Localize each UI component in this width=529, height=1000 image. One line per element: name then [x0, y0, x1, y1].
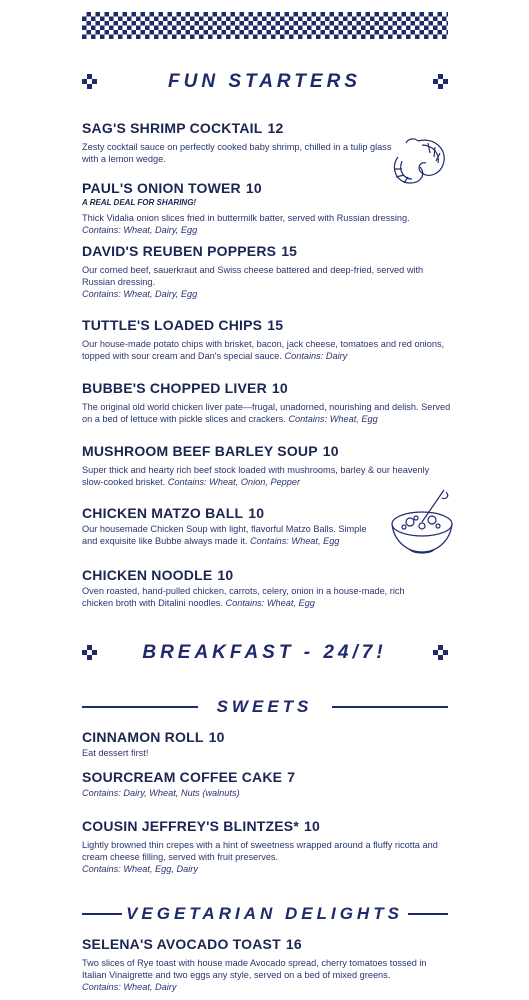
menu-item-matzo-ball: CHICKEN MATZO BALL 10 Our housemade Chicken Soup with light, flavorful Matzo Balls. Simple and exquisite like Bubbe always made it. Contains: Wheat, Egg [82, 505, 367, 546]
menu-item-reuben-poppers: DAVID'S REUBEN POPPERS 15 Our corned beef, sauerkraut and Swiss cheese battered and deep-fried, served with Russian dressing. Contains: Wheat, Dairy, Egg [82, 243, 424, 299]
menu-item-mushroom-soup: MUSHROOM BEEF BARLEY SOUP 10 Super thick and hearty rich beef stock loaded with mushrooms, barley & our heavenly slow-cooked brisket. Contains: Wheat, Onion, Pepper [82, 443, 430, 487]
divider-line [408, 913, 448, 915]
menu-item-chopped-liver: BUBBE'S CHOPPED LIVER 10 The original old world chicken liver pate—frugal, unadorned, nourishing and delish. Served on a bed of lettuce with pickle slices and crackers. Contains: Wheat, Egg [82, 380, 451, 424]
menu-item-shrimp-cocktail: SAG'S SHRIMP COCKTAIL 12 Zesty cocktail sauce on perfectly cooked baby shrimp, chilled in a tulip glass with a lemon wedge. [82, 120, 392, 164]
section-title-fun-starters: FUN STARTERS [168, 71, 361, 92]
menu-item-chicken-noodle: CHICKEN NOODLE 10 Oven roasted, hand-pulled chicken, carrots, celery, onion in a house-made, rich chicken broth with Ditalini noodles. Contains: Wheat, Egg [82, 567, 405, 608]
section-title-breakfast: BREAKFAST - 24/7! [142, 642, 387, 663]
section-title-sweets: SWEETS [216, 697, 313, 716]
soup-bowl-illustration [388, 488, 460, 558]
divider-line [332, 706, 448, 708]
menu-item-coffee-cake: SOURCREAM COFFEE CAKE 7 Contains: Dairy, Wheat, Nuts (walnuts) [82, 769, 296, 798]
menu-item-avocado-toast: SELENA'S AVOCADO TOAST 16 Two slices of Rye toast with house made Avocado spread, cherry tomatoes tossed in Italian Vinaigrette and two eggs any style, served on a bed of mixed greens. Contains: Wheat, Dairy [82, 936, 427, 992]
checker-icon-right [433, 74, 448, 89]
menu-item-blintzes: COUSIN JEFFREY'S BLINTZES* 10 Lightly browned thin crepes with a hint of sweetness wrapped around a fluffy ricotta and cream cheese filling, served with fruit preserves. Contains: Wheat, Egg, Dairy [82, 818, 438, 874]
checker-icon-right [433, 645, 448, 660]
menu-item-onion-tower: PAUL'S ONION TOWER 10 A REAL DEAL FOR SHARING! Thick Vidalia onion slices fried in buttermilk batter, served with Russian dressing. Contains: Wheat, Dairy, Egg [82, 180, 410, 235]
section-title-vegetarian: VEGETARIAN DELIGHTS [126, 904, 403, 923]
checkered-banner [82, 12, 448, 39]
menu-item-cinnamon-roll: CINNAMON ROLL 10 Eat dessert first! [82, 729, 225, 758]
menu-item-loaded-chips: TUTTLE'S LOADED CHIPS 15 Our house-made potato chips with brisket, bacon, jack cheese, tomatoes and red onions, topped with sour cream and Dan's special sauce. Contains: Dairy [82, 317, 445, 361]
